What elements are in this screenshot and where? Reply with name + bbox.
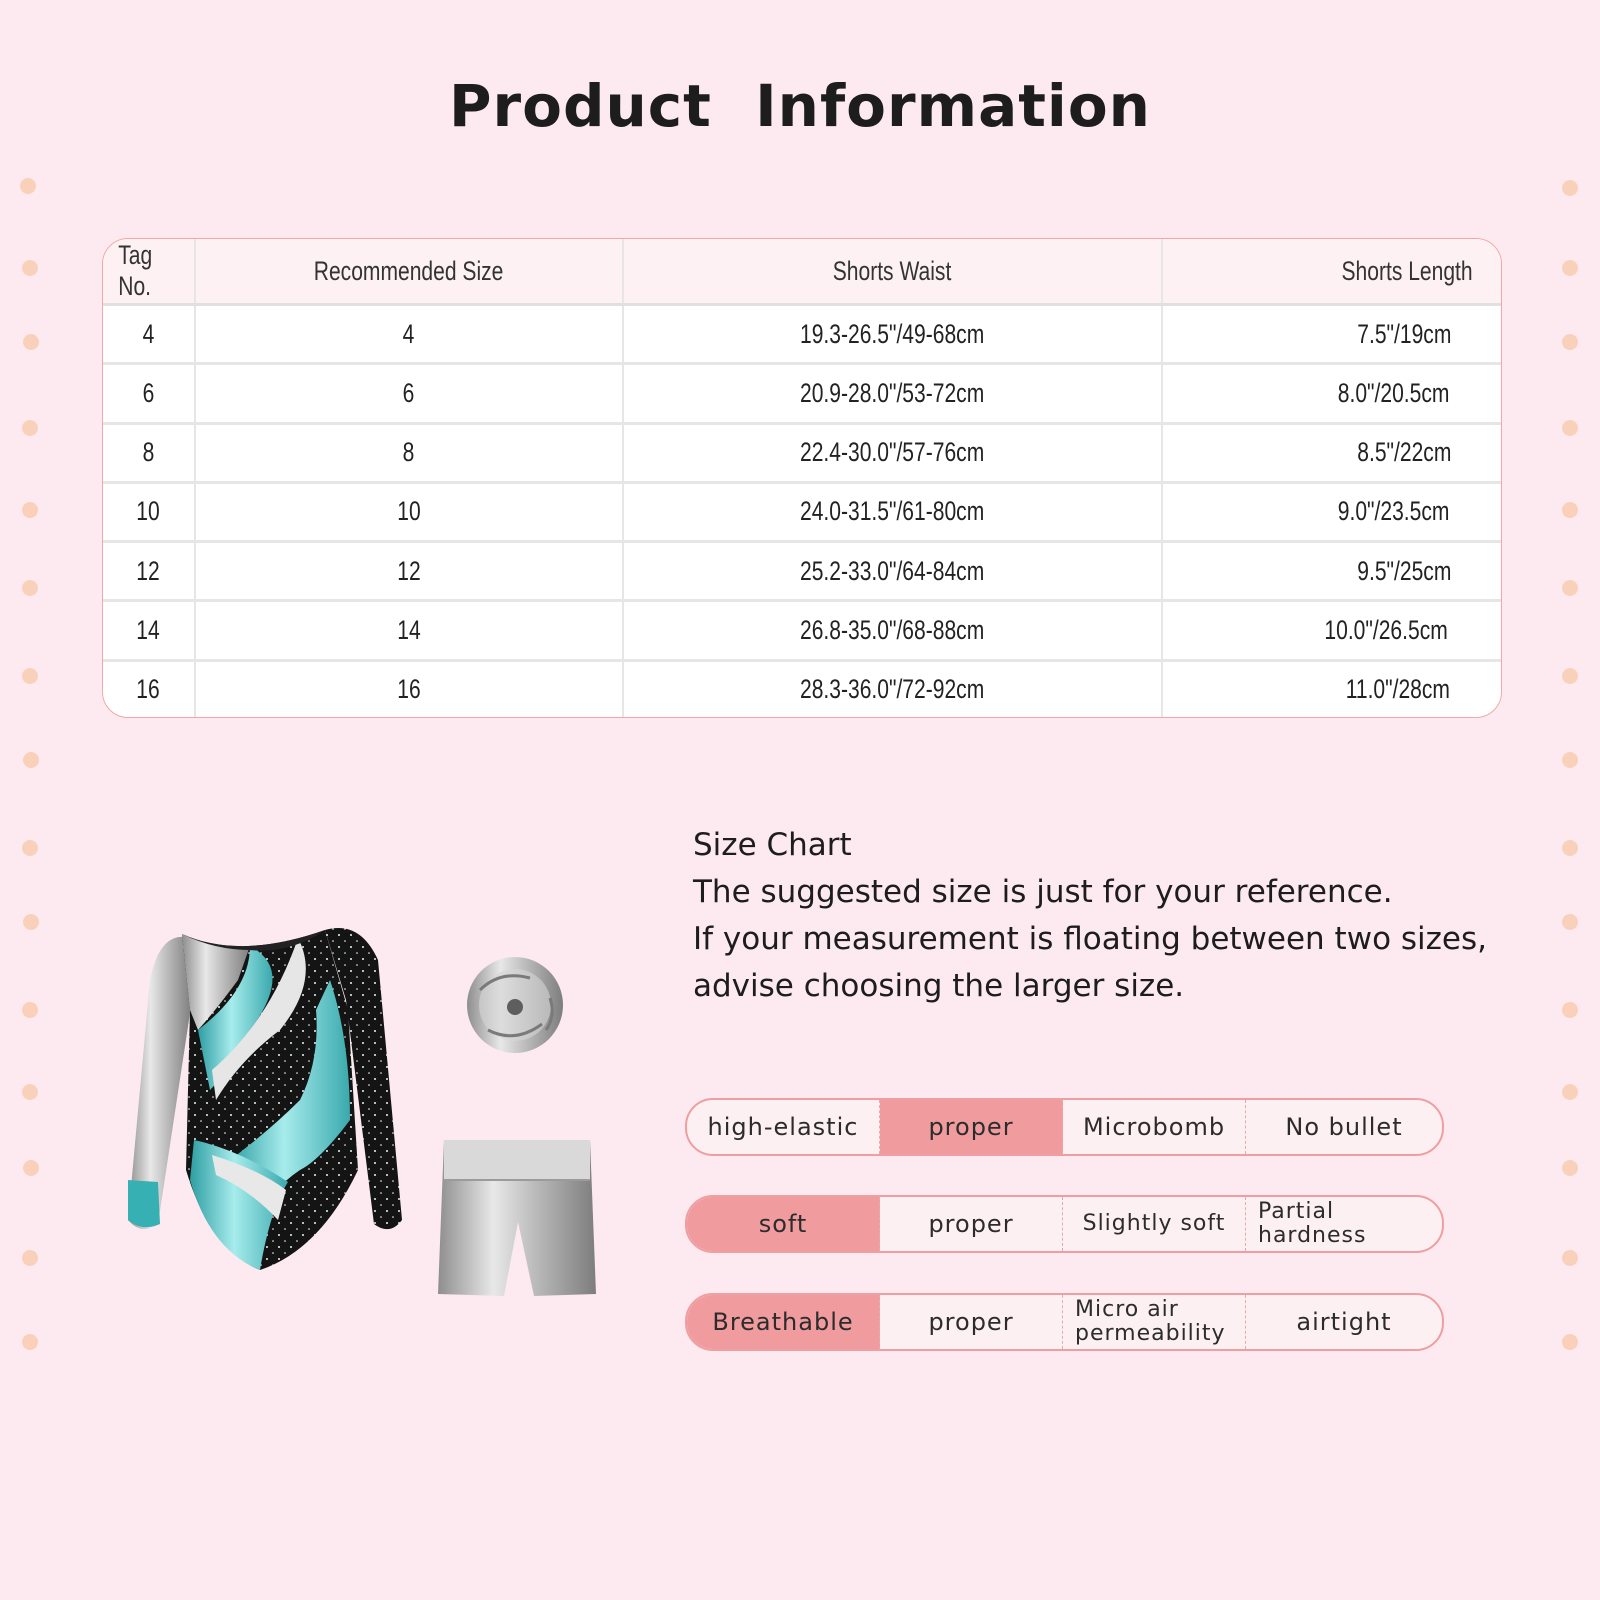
cell-text: 8.5"/22cm	[1357, 437, 1452, 468]
cell-text: 7.5"/19cm	[1357, 318, 1452, 349]
left-dot-border	[10, 0, 50, 1600]
table-row	[103, 482, 1501, 541]
decorative-dot	[22, 668, 38, 684]
scale-option-selected: Breathable	[687, 1295, 880, 1349]
cell-text: 22.4-30.0"/57-76cm	[800, 437, 985, 468]
header-shorts-waist: Shorts Waist	[833, 255, 952, 286]
table-cell	[623, 305, 1162, 364]
scale-option: Partial hardness	[1258, 1199, 1367, 1248]
cell-text: 9.0"/23.5cm	[1337, 496, 1450, 527]
decorative-dot	[1562, 1160, 1578, 1176]
table-cell	[623, 601, 1162, 660]
table-cell	[623, 542, 1162, 601]
decorative-dot	[1562, 840, 1578, 856]
decorative-dot	[23, 752, 39, 768]
cell-text: 24.0-31.5"/61-80cm	[800, 496, 985, 527]
cell-text: 11.0"/28cm	[1346, 673, 1451, 704]
table-cell	[103, 305, 195, 364]
cell-text: 19.3-26.5"/49-68cm	[800, 318, 985, 349]
table-cell	[103, 423, 195, 482]
decorative-dot	[1562, 180, 1578, 196]
cell-text: 9.5"/25cm	[1357, 555, 1452, 586]
decorative-dot	[22, 502, 38, 518]
right-dot-border	[1550, 0, 1590, 1600]
table-cell	[1162, 364, 1501, 423]
table-row	[103, 305, 1501, 364]
cell-text: 16	[397, 673, 421, 704]
cell-text: 28.3-36.0"/72-92cm	[800, 673, 985, 704]
size-chart-heading: Size Chart	[693, 827, 852, 863]
decorative-dot	[1562, 502, 1578, 518]
header-tag-no: Tag No.	[118, 240, 153, 301]
table-cell	[1162, 660, 1501, 717]
table-cell	[623, 423, 1162, 482]
decorative-dot	[22, 420, 38, 436]
cell-text: 20.9-28.0"/53-72cm	[800, 377, 985, 408]
table-cell	[195, 660, 623, 717]
column-header	[623, 239, 1162, 305]
table-row	[103, 542, 1501, 601]
scale-option: airtight	[1296, 1308, 1392, 1336]
decorative-dot	[1562, 1002, 1578, 1018]
table-header-row	[103, 239, 1501, 305]
cell-text: 12	[397, 555, 421, 586]
cell-text: 14	[136, 615, 161, 646]
cell-text: 8	[142, 437, 155, 468]
size-note-line: The suggested size is just for your reference.	[693, 874, 1393, 910]
column-header	[195, 239, 623, 305]
decorative-dot	[22, 840, 38, 856]
table-cell	[103, 601, 195, 660]
decorative-dot	[22, 1002, 38, 1018]
header-recommended-size: Recommended Size	[314, 255, 504, 286]
table-row	[103, 660, 1501, 717]
softness-scale	[685, 1195, 1444, 1253]
cell-text: 4	[403, 318, 415, 349]
table-cell	[1162, 601, 1501, 660]
table-row	[103, 364, 1501, 423]
decorative-dot	[22, 1250, 38, 1266]
cell-text: 14	[397, 615, 421, 646]
decorative-dot	[22, 1084, 38, 1100]
decorative-dot	[1562, 914, 1578, 930]
table-cell	[195, 601, 623, 660]
leotard	[128, 928, 402, 1270]
table-cell	[195, 482, 623, 541]
column-header	[1162, 239, 1501, 305]
column-header	[103, 239, 195, 305]
decorative-dot	[22, 580, 38, 596]
cell-text: 4	[142, 318, 155, 349]
scale-option-selected: soft	[687, 1197, 880, 1251]
scale-option: high-elastic	[687, 1100, 880, 1154]
table-cell	[1162, 542, 1501, 601]
scrunchie	[467, 957, 563, 1053]
size-note-line: advise choosing the larger size.	[693, 968, 1185, 1004]
decorative-dot	[22, 260, 38, 276]
table-cell	[103, 364, 195, 423]
decorative-dot	[1562, 1084, 1578, 1100]
size-table	[103, 239, 1501, 717]
shorts	[438, 1140, 596, 1296]
decorative-dot	[1562, 1334, 1578, 1350]
table-cell	[195, 423, 623, 482]
breathability-scale	[685, 1293, 1444, 1351]
decorative-dot	[23, 1160, 39, 1176]
scale-option-selected: proper	[880, 1100, 1063, 1154]
cell-text: 25.2-33.0"/64-84cm	[800, 555, 985, 586]
cell-text: 12	[136, 555, 161, 586]
decorative-dot	[1562, 420, 1578, 436]
table-cell	[1162, 423, 1501, 482]
table-cell	[623, 482, 1162, 541]
cell-text: 6	[403, 377, 415, 408]
decorative-dot	[1562, 1250, 1578, 1266]
cell-text: 6	[142, 377, 155, 408]
table-cell	[623, 660, 1162, 717]
table-cell	[195, 542, 623, 601]
cell-text: 16	[136, 673, 161, 704]
table-cell	[103, 542, 195, 601]
table-cell	[1162, 482, 1501, 541]
table-row	[103, 601, 1501, 660]
decorative-dot	[22, 1334, 38, 1350]
table-cell	[195, 305, 623, 364]
scale-option: proper	[880, 1197, 1063, 1251]
cell-text: 8	[403, 437, 415, 468]
cell-text: 10	[397, 496, 421, 527]
cell-text: 10.0"/26.5cm	[1324, 615, 1448, 646]
table-row	[103, 423, 1501, 482]
cell-text: 26.8-35.0"/68-88cm	[800, 615, 985, 646]
decorative-dot	[1562, 260, 1578, 276]
size-chart-note	[693, 822, 1493, 1010]
header-shorts-length: Shorts Length	[1341, 255, 1473, 286]
decorative-dot	[20, 178, 36, 194]
scale-option: proper	[880, 1295, 1063, 1349]
decorative-dot	[1562, 668, 1578, 684]
page-title: Product Information	[449, 72, 1151, 140]
size-table-card	[102, 238, 1502, 718]
table-cell	[103, 660, 195, 717]
cell-text: 10	[136, 496, 161, 527]
scale-option: Microbomb	[1063, 1100, 1246, 1154]
product-illustration	[120, 920, 620, 1320]
scale-option: No bullet	[1285, 1113, 1403, 1141]
decorative-dot	[1562, 580, 1578, 596]
table-cell	[1162, 305, 1501, 364]
cell-text: 8.0"/20.5cm	[1337, 377, 1450, 408]
elasticity-scale	[685, 1098, 1444, 1156]
size-note-line: If your measurement is floating between two sizes,	[693, 921, 1487, 957]
decorative-dot	[1562, 752, 1578, 768]
table-cell	[195, 364, 623, 423]
scale-option: Micro air permeability	[1063, 1295, 1246, 1349]
decorative-dot	[1562, 334, 1578, 350]
decorative-dot	[23, 334, 39, 350]
decorative-dot	[23, 914, 39, 930]
scale-option: Slightly soft	[1063, 1197, 1246, 1251]
table-cell	[623, 364, 1162, 423]
table-cell	[103, 482, 195, 541]
